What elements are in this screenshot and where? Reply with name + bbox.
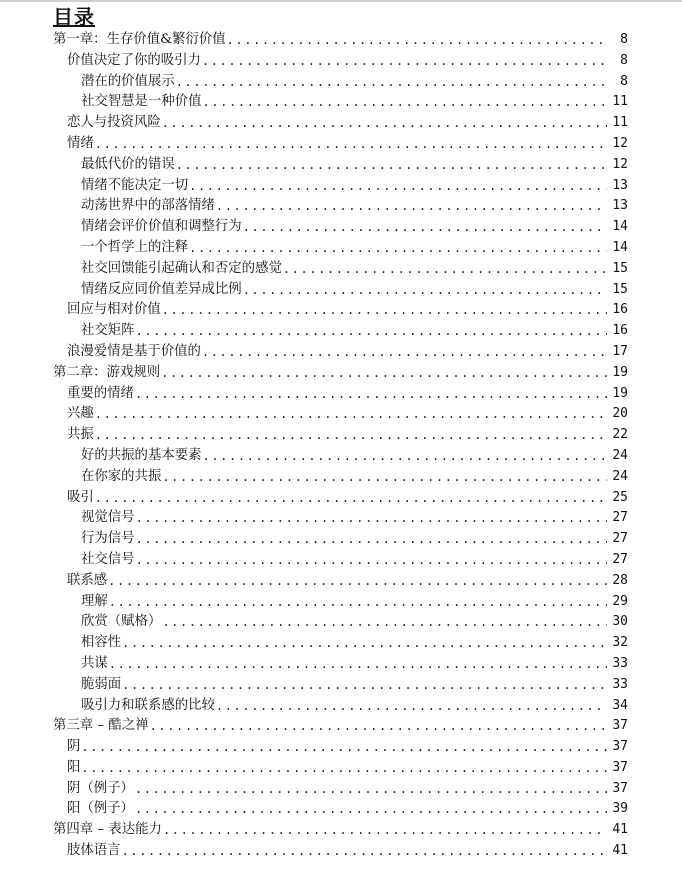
toc-entry-page-number: 41 bbox=[612, 822, 628, 838]
dot-leader bbox=[95, 425, 607, 446]
toc-entry-title: 肢体语言 bbox=[67, 843, 121, 859]
dot-leader bbox=[216, 696, 607, 717]
dot-leader bbox=[202, 342, 607, 363]
dot-leader bbox=[283, 259, 607, 280]
toc-entry-page-number: 25 bbox=[612, 489, 628, 505]
toc-title: 目录 bbox=[53, 5, 95, 29]
toc-entry[interactable] bbox=[0, 612, 682, 633]
toc-entry-title: 情绪会评价价值和调整行为 bbox=[81, 219, 242, 235]
toc-entry[interactable] bbox=[0, 737, 682, 758]
toc-entry[interactable] bbox=[0, 508, 682, 529]
dot-leader bbox=[202, 51, 607, 72]
toc-entry[interactable] bbox=[0, 363, 682, 384]
toc-entry[interactable] bbox=[0, 467, 682, 488]
toc-entry[interactable] bbox=[0, 155, 682, 176]
toc-entry[interactable] bbox=[0, 321, 682, 342]
toc-entry[interactable] bbox=[0, 592, 682, 613]
toc-entry-title: 视觉信号 bbox=[81, 510, 135, 526]
dot-leader bbox=[95, 488, 607, 509]
toc-entry-title: 欣赏（赋格） bbox=[81, 614, 162, 630]
toc-entry-page-number: 15 bbox=[612, 281, 628, 297]
dot-leader bbox=[216, 196, 607, 217]
toc-entry[interactable] bbox=[0, 113, 682, 134]
dot-leader bbox=[95, 404, 607, 425]
toc-entry[interactable] bbox=[0, 92, 682, 113]
toc-entry-title: 情绪不能决定一切 bbox=[81, 177, 189, 193]
toc-entry-page-number: 27 bbox=[612, 531, 628, 547]
toc-entry-page-number: 8 bbox=[620, 52, 628, 68]
toc-entry-title: 阴 bbox=[67, 739, 81, 755]
toc-entry-page-number: 22 bbox=[612, 427, 628, 443]
toc-entry-title: 好的共振的基本要素 bbox=[81, 447, 202, 463]
toc-entry-page-number: 13 bbox=[612, 177, 628, 193]
toc-entry-page-number: 13 bbox=[612, 198, 628, 214]
toc-entry-page-number: 37 bbox=[612, 739, 628, 755]
dot-leader bbox=[162, 300, 607, 321]
toc-entry[interactable] bbox=[0, 404, 682, 425]
toc-entry-page-number: 19 bbox=[612, 385, 628, 401]
toc-entry[interactable] bbox=[0, 529, 682, 550]
toc-entry[interactable] bbox=[0, 30, 682, 51]
toc-entry[interactable] bbox=[0, 176, 682, 197]
toc-entry-page-number: 27 bbox=[612, 510, 628, 526]
toc-entry[interactable] bbox=[0, 280, 682, 301]
toc-entry-title: 最低代价的错误 bbox=[81, 156, 175, 172]
dot-leader bbox=[135, 799, 607, 820]
toc-entry-title: 社交信号 bbox=[81, 551, 135, 567]
toc-entry-page-number: 16 bbox=[612, 302, 628, 318]
toc-entry-title: 浪漫爱情是基于价值的 bbox=[67, 343, 201, 359]
toc-entry-page-number: 14 bbox=[612, 239, 628, 255]
toc-entry-title: 情绪 bbox=[67, 135, 94, 151]
toc-entry[interactable] bbox=[0, 758, 682, 779]
toc-entry[interactable] bbox=[0, 72, 682, 93]
dot-leader bbox=[163, 820, 607, 841]
dot-leader bbox=[108, 571, 607, 592]
toc-entry-title: 价值决定了你的吸引力 bbox=[67, 52, 201, 68]
toc-entry-title: 共振 bbox=[67, 427, 94, 443]
toc-entry-title: 吸引力和联系感的比较 bbox=[81, 697, 215, 713]
dot-leader bbox=[136, 550, 607, 571]
toc-entry[interactable] bbox=[0, 300, 682, 321]
dot-leader bbox=[243, 217, 607, 238]
toc-entry[interactable] bbox=[0, 134, 682, 155]
toc-entry-page-number: 11 bbox=[612, 94, 628, 110]
toc-entry[interactable] bbox=[0, 446, 682, 467]
toc-entry[interactable] bbox=[0, 696, 682, 717]
dot-leader bbox=[122, 633, 607, 654]
toc-entry-page-number: 16 bbox=[612, 323, 628, 339]
top-rule bbox=[0, 0, 682, 2]
toc-entry-title: 重要的情绪 bbox=[67, 385, 134, 401]
toc-entry-page-number: 37 bbox=[612, 780, 628, 796]
toc-entry[interactable] bbox=[0, 238, 682, 259]
toc-entry-page-number: 12 bbox=[612, 135, 628, 151]
toc-entry-title: 在你家的共振 bbox=[81, 468, 162, 484]
toc-entry[interactable] bbox=[0, 217, 682, 238]
toc-entry[interactable] bbox=[0, 196, 682, 217]
dot-leader bbox=[189, 238, 607, 259]
toc-entry[interactable] bbox=[0, 716, 682, 737]
toc-entry-title: 联系感 bbox=[67, 572, 108, 588]
toc-entry-title: 一个哲学上的注释 bbox=[81, 239, 189, 255]
dot-leader bbox=[203, 92, 607, 113]
toc-entry-title: 阳 bbox=[67, 759, 81, 775]
toc-entry-title: 兴趣 bbox=[67, 406, 94, 422]
toc-entry-page-number: 11 bbox=[612, 115, 628, 131]
toc-entry[interactable] bbox=[0, 820, 682, 841]
dot-leader bbox=[135, 779, 607, 800]
toc-entry-page-number: 27 bbox=[612, 551, 628, 567]
toc-entry-page-number: 37 bbox=[612, 718, 628, 734]
toc-entry-page-number: 8 bbox=[620, 73, 628, 89]
dot-leader bbox=[109, 592, 607, 613]
toc-entry-page-number: 41 bbox=[612, 843, 628, 859]
dot-leader bbox=[136, 529, 607, 550]
toc-entry-title: 行为信号 bbox=[81, 531, 135, 547]
toc-entry-page-number: 14 bbox=[612, 219, 628, 235]
toc-entry[interactable] bbox=[0, 799, 682, 820]
toc-entry-title: 动荡世界中的部落情绪 bbox=[81, 198, 215, 214]
dot-leader bbox=[122, 675, 607, 696]
toc-entry-title: 第一章：生存价值&繁衍价值 bbox=[53, 32, 226, 47]
toc-entry-page-number: 37 bbox=[612, 759, 628, 775]
toc-entry-title: 社交回馈能引起确认和否定的感觉 bbox=[81, 260, 282, 276]
toc-entry-title: 理解 bbox=[81, 593, 108, 609]
toc-entry-title: 阳（例子） bbox=[67, 801, 134, 817]
toc-entry-page-number: 12 bbox=[612, 156, 628, 172]
toc-entry[interactable] bbox=[0, 654, 682, 675]
dot-leader bbox=[95, 134, 607, 155]
toc-entry-title: 共谋 bbox=[81, 655, 108, 671]
toc-entry[interactable] bbox=[0, 425, 682, 446]
toc-entry-page-number: 33 bbox=[612, 676, 628, 692]
dot-leader bbox=[243, 280, 607, 301]
toc-entry-page-number: 19 bbox=[612, 364, 628, 380]
dot-leader bbox=[136, 508, 607, 529]
toc-entry-title: 第二章：游戏规则 bbox=[53, 364, 161, 380]
toc-entry-page-number: 15 bbox=[612, 260, 628, 276]
toc-entry-page-number: 30 bbox=[612, 614, 628, 630]
dot-leader bbox=[176, 155, 607, 176]
toc-entry-page-number: 34 bbox=[612, 697, 628, 713]
dot-leader bbox=[227, 30, 607, 51]
dot-leader bbox=[81, 737, 607, 758]
dot-leader bbox=[189, 176, 607, 197]
dot-leader bbox=[135, 384, 607, 405]
toc-entry-title: 回应与相对价值 bbox=[67, 302, 161, 318]
toc-entry-page-number: 32 bbox=[612, 635, 628, 651]
dot-leader bbox=[81, 758, 607, 779]
dot-leader bbox=[150, 716, 607, 737]
dot-leader bbox=[109, 654, 607, 675]
dot-leader bbox=[136, 321, 607, 342]
toc-entry[interactable] bbox=[0, 675, 682, 696]
toc-entry-title: 脆弱面 bbox=[81, 676, 122, 692]
dot-leader bbox=[122, 841, 607, 862]
dot-leader bbox=[161, 363, 607, 384]
toc-entry-page-number: 28 bbox=[612, 572, 628, 588]
toc-entry-title: 社交智慧是一种价值 bbox=[81, 94, 202, 110]
toc-entry-page-number: 20 bbox=[612, 406, 628, 422]
toc-entry[interactable] bbox=[0, 342, 682, 363]
dot-leader bbox=[176, 72, 607, 93]
dot-leader bbox=[162, 612, 607, 633]
toc-entry[interactable] bbox=[0, 571, 682, 592]
dot-leader bbox=[203, 446, 607, 467]
toc-entry-page-number: 33 bbox=[612, 655, 628, 671]
toc-entry-page-number: 24 bbox=[612, 468, 628, 484]
toc-entry-page-number: 17 bbox=[612, 343, 628, 359]
toc-entry[interactable] bbox=[0, 259, 682, 280]
toc-entry-title: 社交矩阵 bbox=[81, 323, 135, 339]
toc-entry[interactable] bbox=[0, 841, 682, 862]
dot-leader bbox=[162, 467, 607, 488]
toc-entry-title: 第四章 – 表达能力 bbox=[53, 822, 162, 838]
toc-entry-title: 潜在的价值展示 bbox=[81, 73, 175, 89]
toc-entry-title: 阴（例子） bbox=[67, 780, 134, 796]
toc-entry-page-number: 29 bbox=[612, 593, 628, 609]
toc-entry-title: 第三章 – 酷之禅 bbox=[53, 718, 149, 734]
dot-leader bbox=[162, 113, 607, 134]
toc-entry[interactable] bbox=[0, 488, 682, 509]
toc-entry-page-number: 8 bbox=[620, 32, 628, 47]
toc-entry-title: 相容性 bbox=[81, 635, 122, 651]
toc-entry[interactable] bbox=[0, 51, 682, 72]
toc-list bbox=[0, 30, 682, 862]
toc-entry-title: 吸引 bbox=[67, 489, 94, 505]
toc-entry[interactable] bbox=[0, 550, 682, 571]
toc-entry-title: 情绪反应同价值差异成比例 bbox=[81, 281, 242, 297]
toc-entry[interactable] bbox=[0, 633, 682, 654]
toc-entry-page-number: 39 bbox=[612, 801, 628, 817]
toc-entry[interactable] bbox=[0, 779, 682, 800]
toc-entry[interactable] bbox=[0, 384, 682, 405]
toc-entry-page-number: 24 bbox=[612, 447, 628, 463]
toc-entry-title: 恋人与投资风险 bbox=[67, 115, 161, 131]
